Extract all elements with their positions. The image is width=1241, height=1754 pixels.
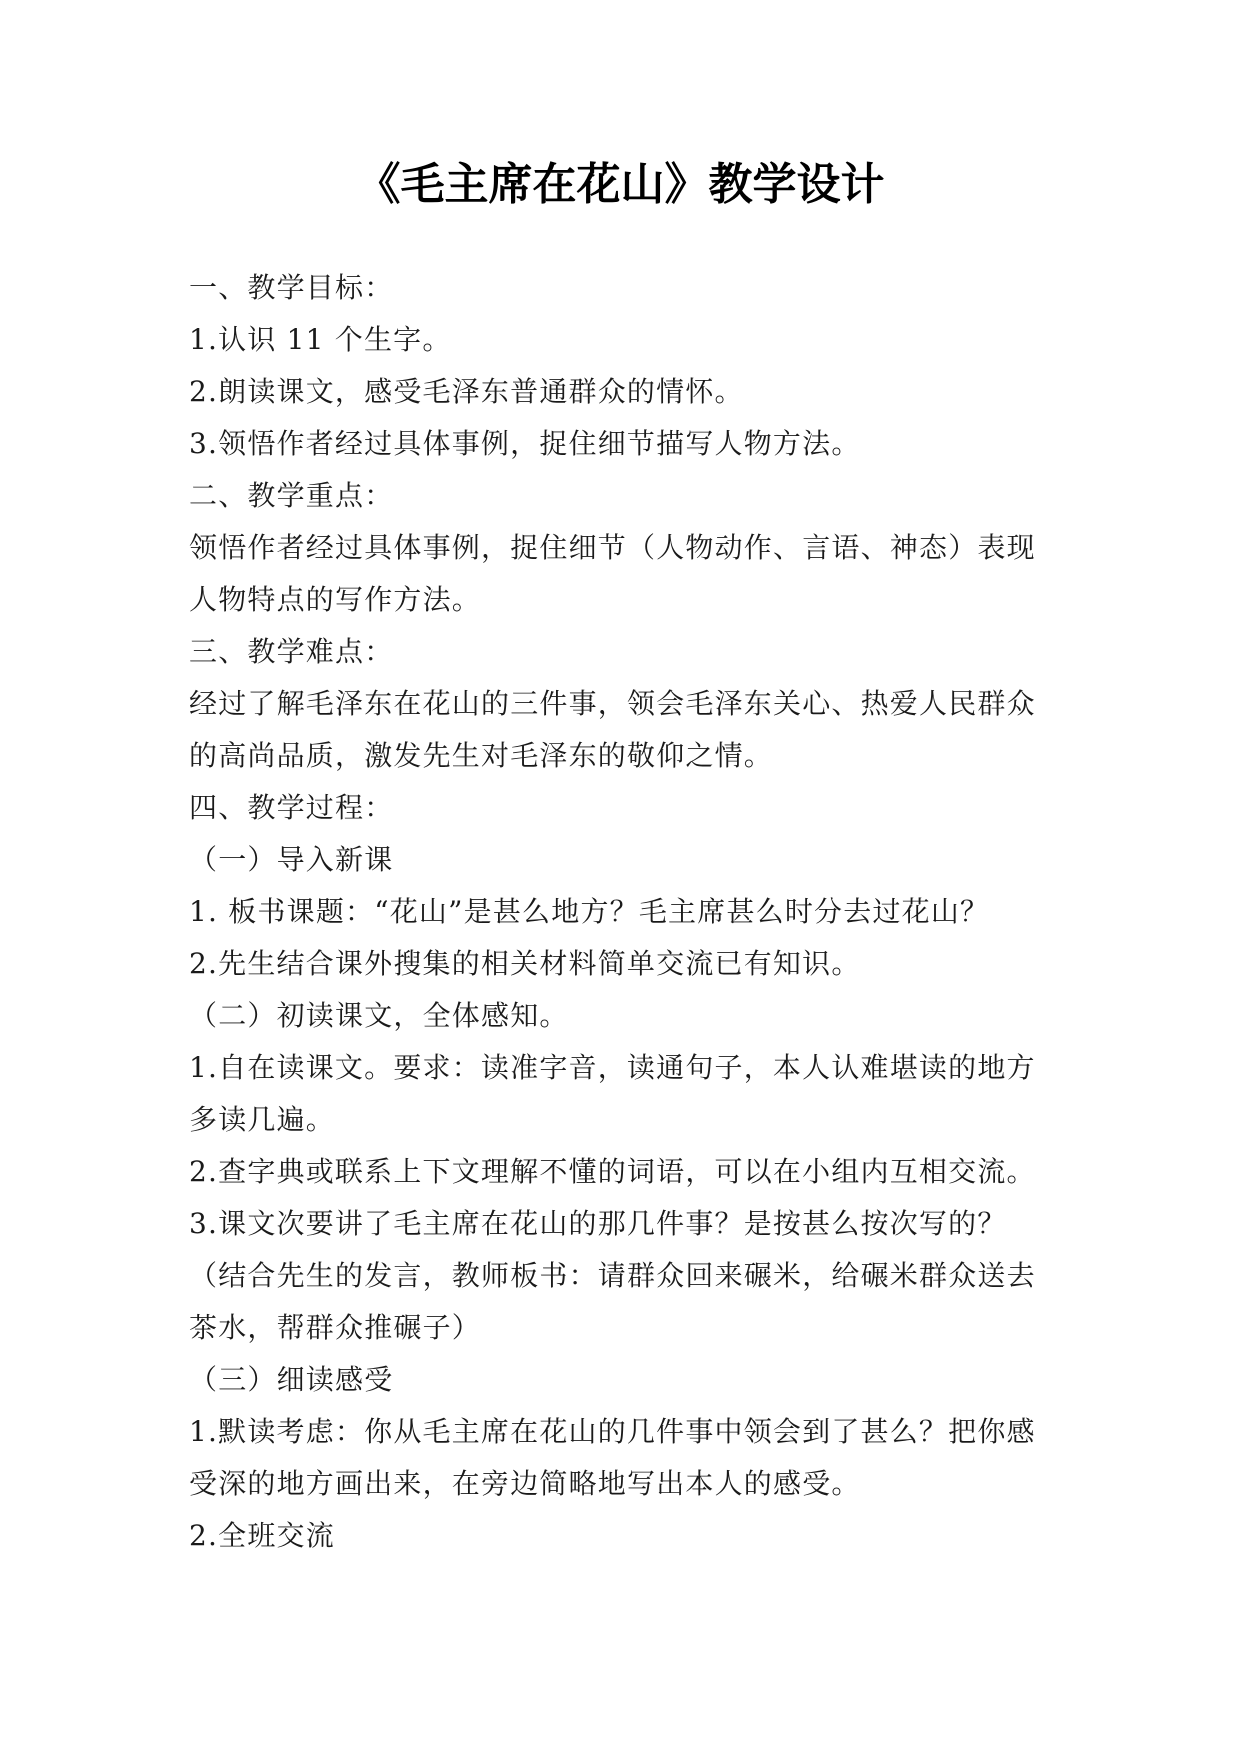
process-note-line-2: 茶水，帮群众推碾子） — [189, 1311, 482, 1344]
section-heading-difficulties: 三、教学难点： — [189, 635, 394, 668]
process-item-close-2: 2.全班交流 — [189, 1519, 335, 1552]
process-note-line-1: （结合先生的发言，教师板书：请群众回来碾米，给碾米群众送去 — [189, 1259, 1036, 1292]
process-item-close-1-line-2: 受深的地方画出来，在旁边简略地写出本人的感受。 — [189, 1467, 861, 1500]
document-body — [189, 262, 1069, 1562]
objective-item-2: 2.朗读课文，感受毛泽东普通群众的情怀。 — [189, 375, 744, 408]
process-item-intro-2: 2.先生结合课外搜集的相关材料简单交流已有知识。 — [189, 947, 861, 980]
objective-item-3: 3.领悟作者经过具体事例，捉住细节描写人物方法。 — [189, 427, 861, 460]
difficulties-text-line-2: 的高尚品质，激发先生对毛泽东的敬仰之情。 — [189, 739, 774, 772]
process-item-intro-1: 1. 板书课题：“花山”是甚么地方？毛主席甚么时分去过花山？ — [189, 895, 990, 928]
process-item-reading-1-line-1: 1.自在读课文。要求：读准字音，读通句子，本人认难堪读的地方 — [189, 1051, 1036, 1084]
section-heading-process: 四、教学过程： — [189, 791, 394, 824]
objective-item-1: 1.认识 11 个生字。 — [189, 323, 452, 356]
process-item-reading-1-line-2: 多读几遍。 — [189, 1103, 336, 1136]
subsection-heading-first-reading: （二）初读课文，全体感知。 — [189, 999, 569, 1032]
document-title: 《毛主席在花山》教学设计 — [356, 159, 885, 210]
section-heading-key-points: 二、教学重点： — [189, 479, 394, 512]
process-item-reading-2: 2.查字典或联系上下文理解不懂的词语，可以在小组内互相交流。 — [189, 1155, 1036, 1188]
section-heading-objectives: 一、教学目标： — [189, 271, 394, 304]
process-item-reading-3: 3.课文次要讲了毛主席在花山的那几件事？是按甚么按次写的？ — [189, 1207, 1007, 1240]
process-item-close-1-line-1: 1.默读考虑：你从毛主席在花山的几件事中领会到了甚么？把你感 — [189, 1415, 1036, 1448]
key-points-text-line-1: 领悟作者经过具体事例，捉住细节（人物动作、言语、神态）表现 — [189, 531, 1036, 564]
key-points-text-line-2: 人物特点的写作方法。 — [189, 583, 482, 616]
subsection-heading-intro: （一）导入新课 — [189, 843, 394, 876]
difficulties-text-line-1: 经过了解毛泽东在花山的三件事，领会毛泽东关心、热爱人民群众 — [189, 687, 1036, 720]
subsection-heading-close-reading: （三）细读感受 — [189, 1363, 394, 1396]
